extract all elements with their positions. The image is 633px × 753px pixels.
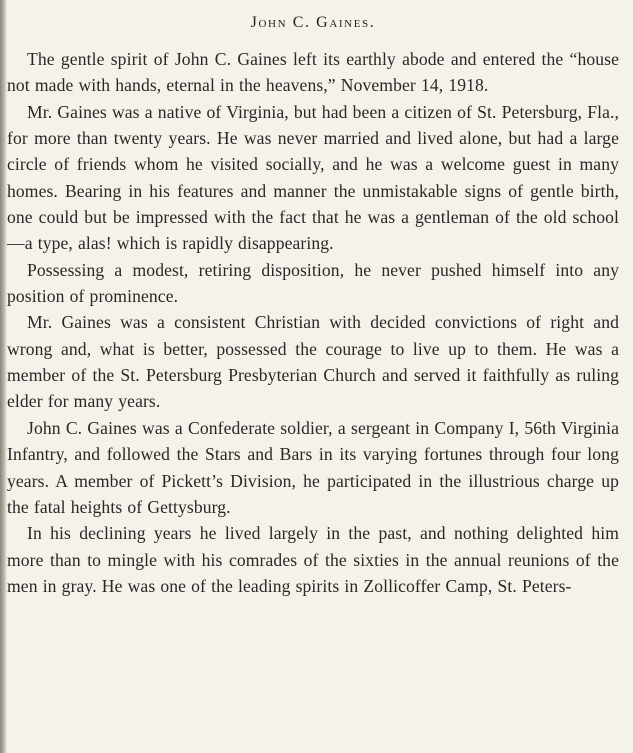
book-page xyxy=(7,0,619,753)
paragraph-3: Possessing a modest, retiring disposition, he never pushed himself into any position of prominence. xyxy=(7,259,619,307)
paragraph-6: In his declining years he lived largely in the past, and nothing delighted him more than to mingle with his comrades of the sixties in the annual reunions of the men in gray. He was one of the leading spirits in Zollicoffer Camp, St. Peters- xyxy=(7,523,619,596)
page-binding-edge xyxy=(0,0,7,753)
paragraph-5: John C. Gaines was a Confederate soldier, a sergeant in Company I, 56th Virginia Infantry, and followed the Stars and Bars in its varying fortunes through four long years. A member of Pickett’s Division, he participated in the illustrious charge up the fatal heights of Gettysburg. xyxy=(7,417,619,517)
paragraph-2: Mr. Gaines was a native of Virginia, but had been a citizen of St. Petersburg, Fla., for more than twenty years. He was never married and lived alone, but had a large circle of friends whom he visited socially, and he was a welcome guest in many homes. Bearing in his features and manner the unmistakable signs of gentle birth, one could but be impressed with the fact that he was a gentleman of the old school—a type, alas! which is rapidly disappearing. xyxy=(7,101,619,254)
page-title-text: John C. Gaines. xyxy=(250,14,376,31)
paragraph-4: Mr. Gaines was a consistent Christian with decided convictions of right and wrong and, what is better, possessed the courage to live up to them. He was a member of the St. Petersburg Presbyterian Church and served it faithfully as ruling elder for many years. xyxy=(7,312,619,412)
paragraph-1: The gentle spirit of John C. Gaines left its earthly abode and entered the “house not made with hands, eternal in the heavens,” November 14, 1918. xyxy=(7,49,619,96)
article-body xyxy=(7,46,619,599)
page-title xyxy=(7,0,619,34)
